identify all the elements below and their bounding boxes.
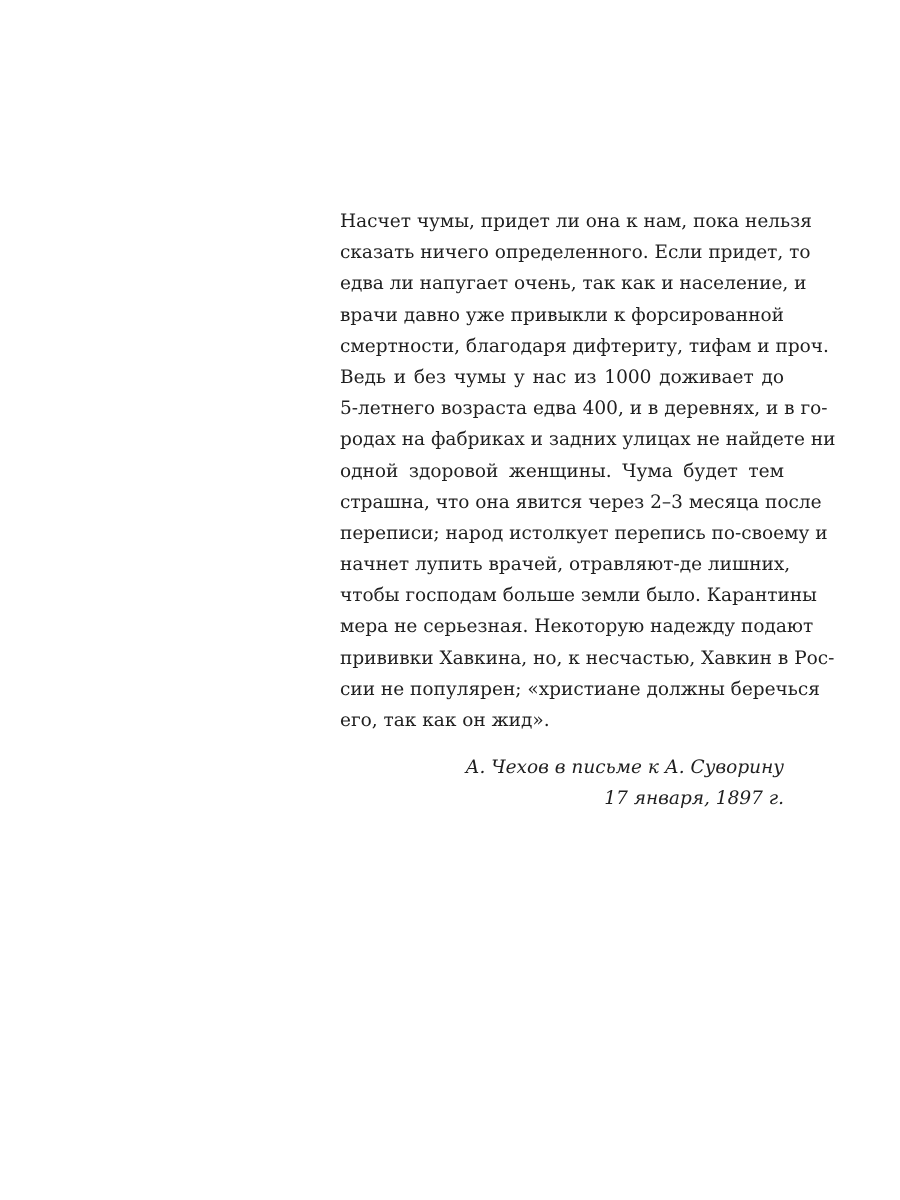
quote-line: начнет лупить врачей, отравляют-де лишних, [340, 554, 791, 576]
quote-line: мера не серьезная. Некоторую надежду подают [340, 616, 814, 638]
quote-line: страшна, что она явится через 2–3 месяца после [340, 491, 822, 513]
epigraph [340, 206, 836, 814]
quote-line: Насчет чумы, придет ли она к нам, пока нельзя [340, 211, 812, 232]
quote-line: чтобы господам больше земли было. Карантины [340, 585, 817, 607]
quote-line-last: его, так как он жид». [340, 710, 550, 731]
quote-text [340, 206, 836, 736]
quote-line: переписи; народ истолкует перепись по-своему и [340, 522, 828, 544]
quote-line: одной здоровой женщины. Чума будет тем [340, 460, 784, 482]
quote-line: 5-летнего возраста едва 400, и в деревнях, и в го- [340, 398, 828, 420]
quote-line: сказать ничего определенного. Если придет, то [340, 242, 811, 264]
quote-line: Ведь и без чумы у нас из 1000 доживает до [340, 366, 784, 388]
quote-line: смертности, благодаря дифтериту, тифам и проч. [340, 335, 829, 357]
quote-line: родах на фабриках и задних улицах не найдете ни [340, 429, 836, 451]
attribution [340, 752, 784, 814]
quote-line: врачи давно уже привыкли к форсированной [340, 304, 784, 326]
quote-line: сии не популярен; «христиане должны беречься [340, 678, 820, 700]
attribution-author: А. Чехов в письме к А. Суворину [465, 757, 784, 779]
quote-line: прививки Хавкина, но, к несчастью, Хавкин в Рос- [340, 647, 835, 669]
attribution-date: 17 января, 1897 г. [604, 788, 784, 810]
quote-line: едва ли напугает очень, так как и население, и [340, 273, 807, 295]
